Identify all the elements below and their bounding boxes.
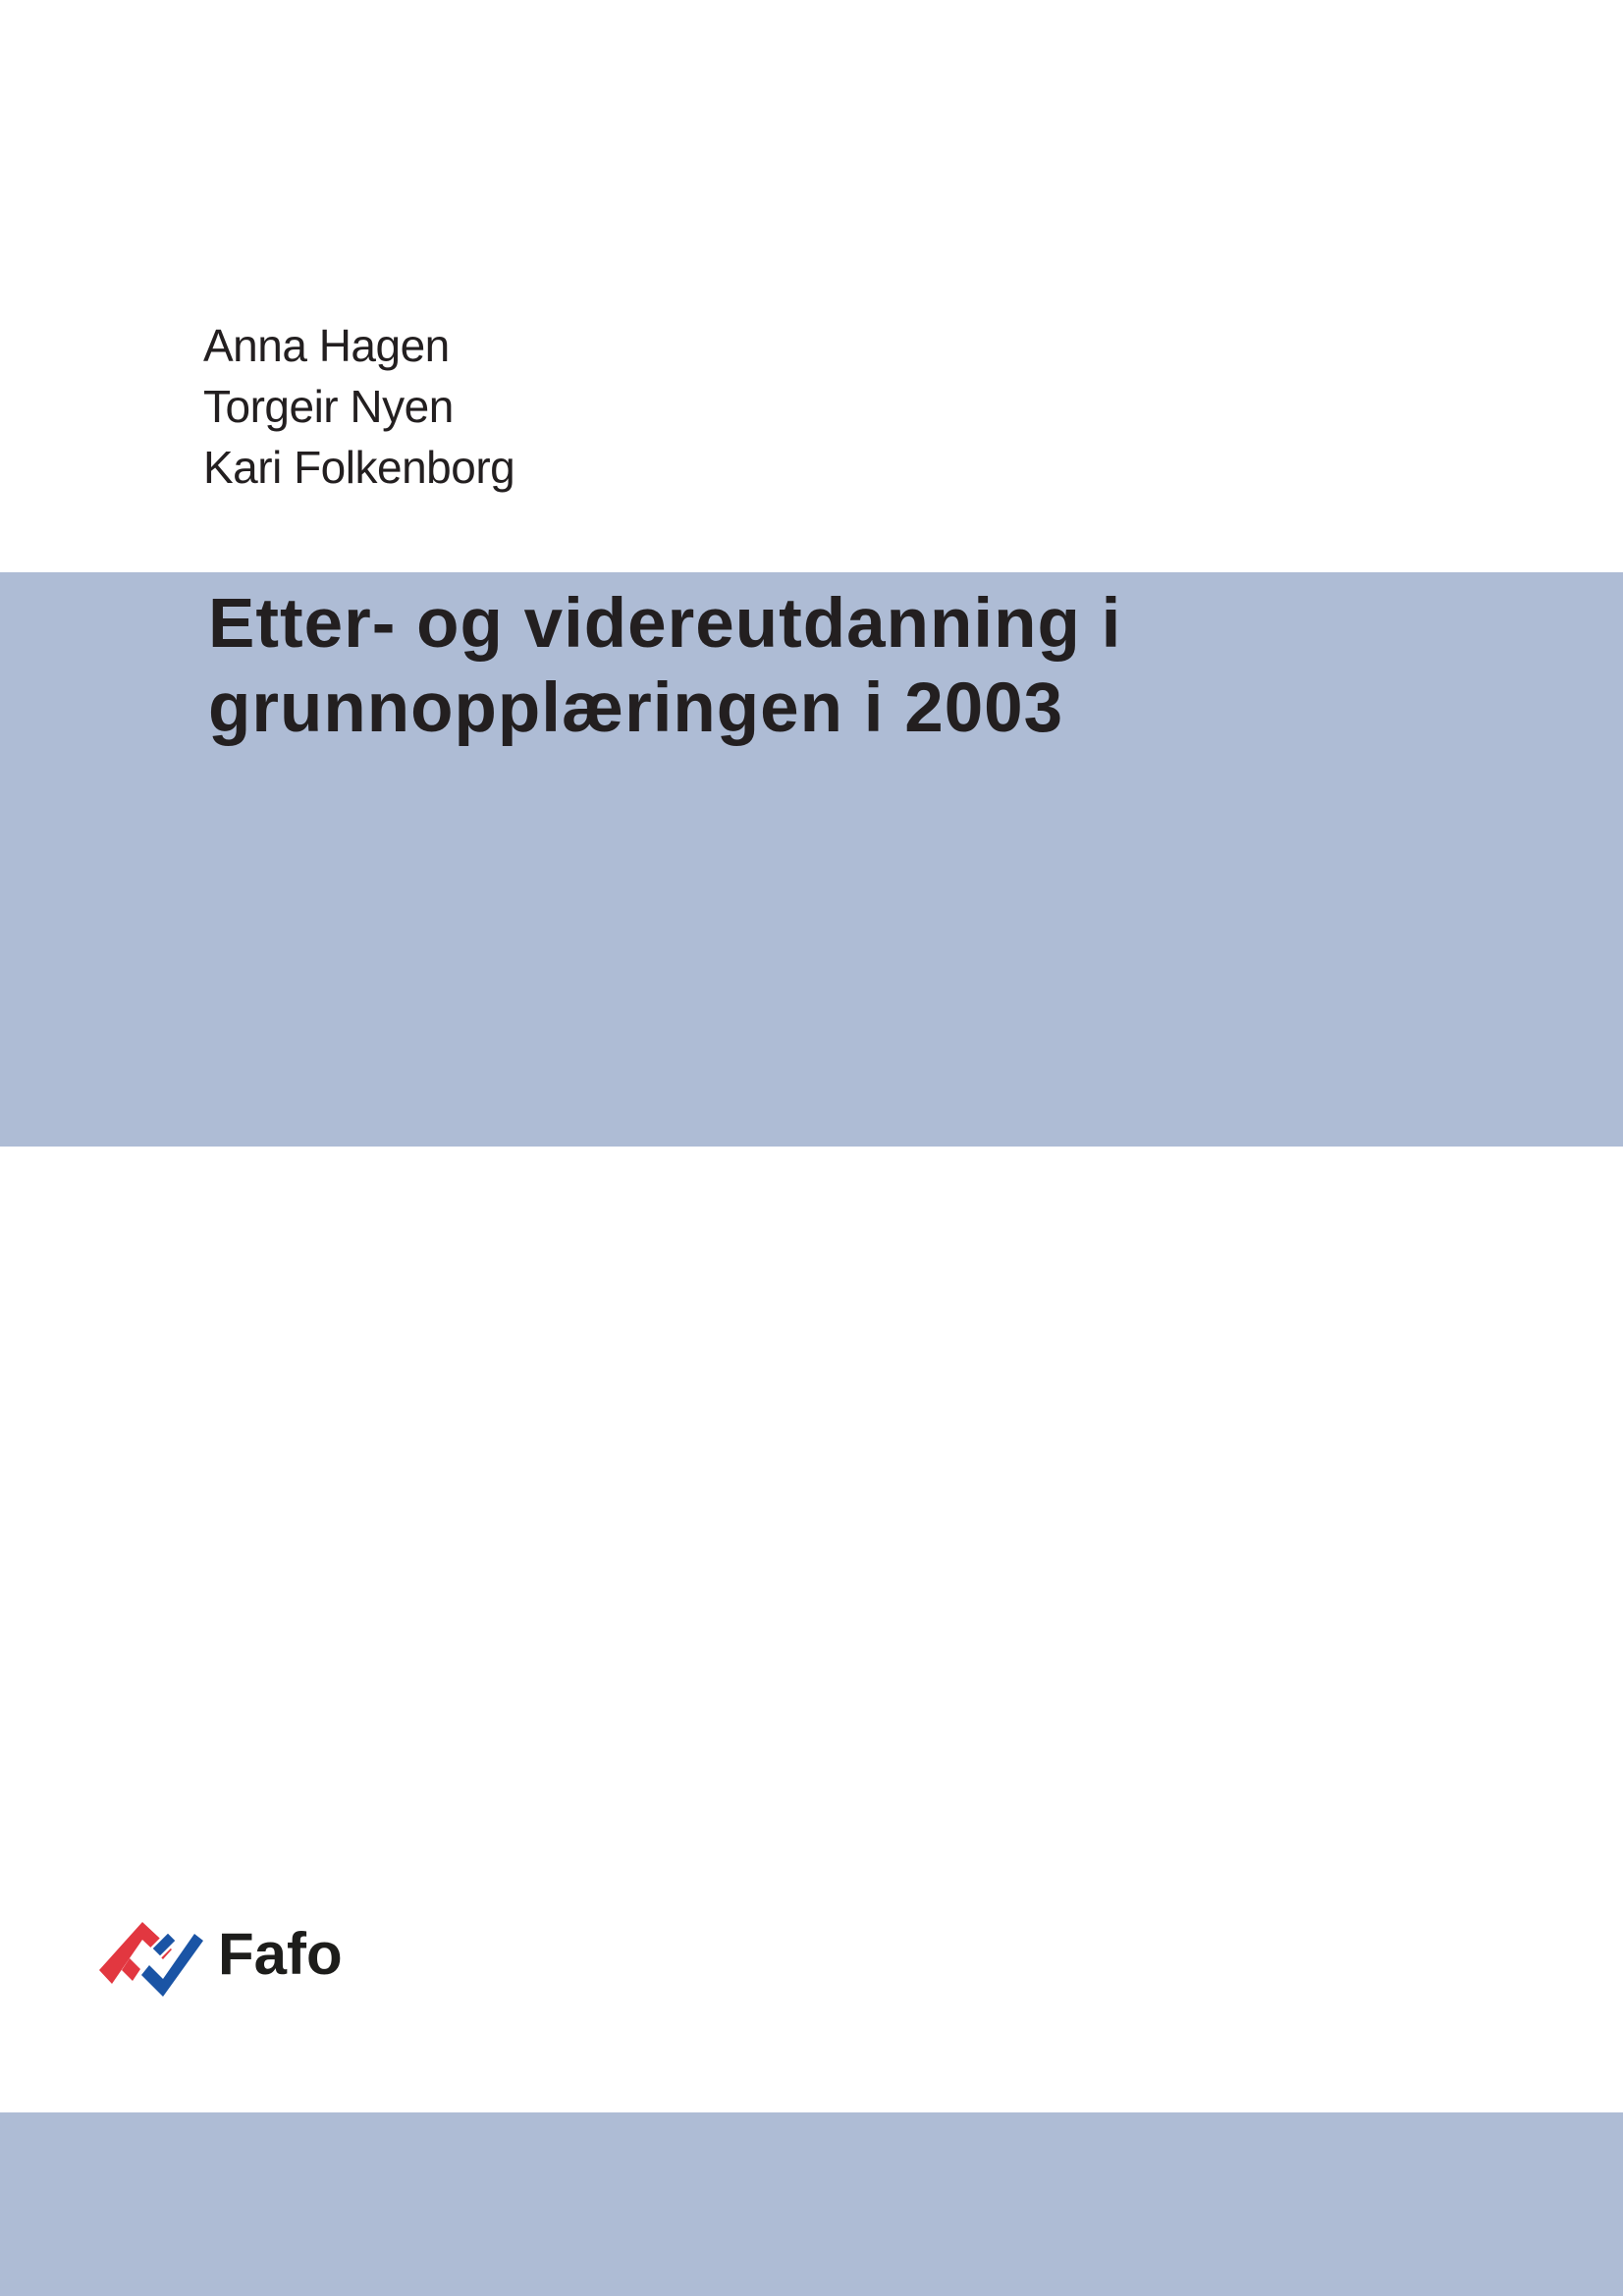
fafo-wordmark: Fafo: [218, 1921, 343, 1987]
footer-band: [0, 2112, 1623, 2296]
title-band: [0, 572, 1623, 1147]
report-title-line-2: grunnopplæringen i 2003: [208, 669, 1064, 747]
report-title-line-1: Etter- og videreutdanning i: [208, 585, 1122, 663]
author-name: Kari Folkenborg: [203, 442, 515, 493]
author-name: Torgeir Nyen: [203, 381, 454, 432]
author-name: Anna Hagen: [203, 320, 450, 371]
authors-block: [203, 315, 514, 498]
report-title: [0, 572, 1623, 751]
